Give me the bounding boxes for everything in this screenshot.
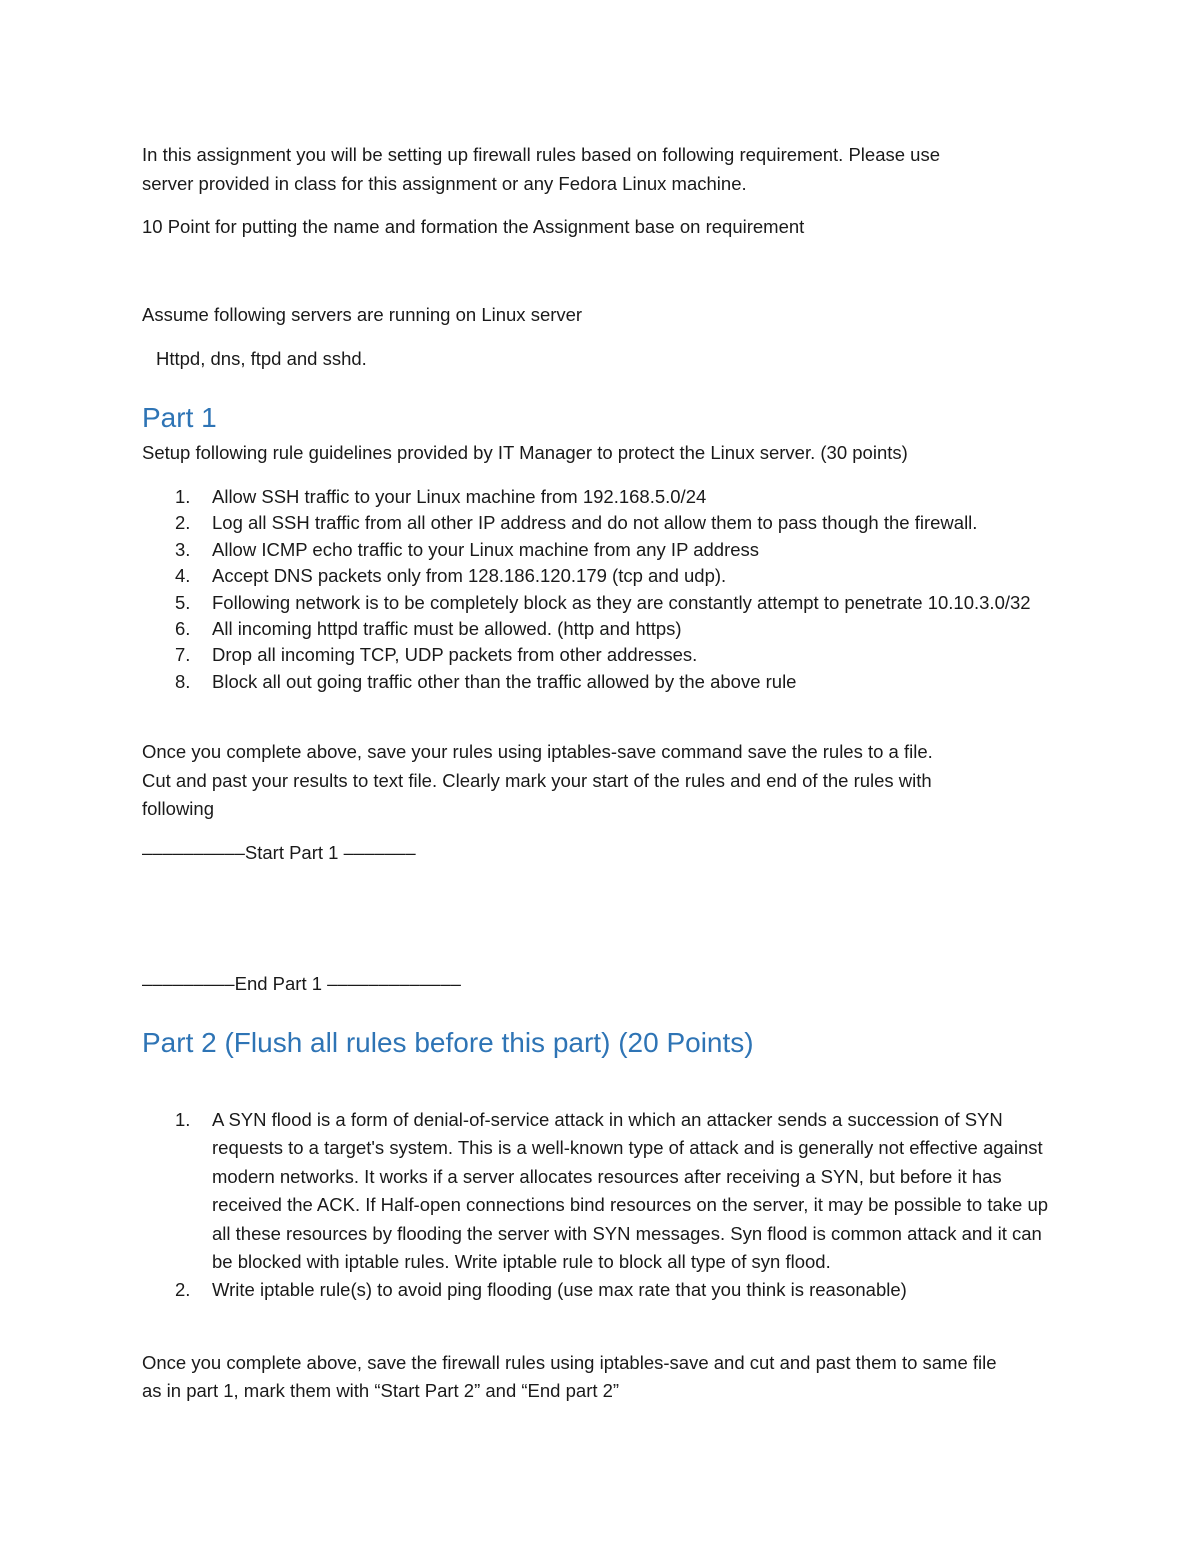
list-number: 4. (175, 565, 191, 587)
list-item (0, 1106, 1200, 1276)
list-number: 5. (175, 591, 191, 613)
part1-rule-list (0, 484, 1200, 695)
list-item-text: All incoming httpd traffic must be allowed. (http and https) (212, 618, 682, 640)
list-item-text: Allow SSH traffic to your Linux machine from 192.168.5.0/24 (212, 486, 707, 507)
end-part1-marker: –––––––––End Part 1 ––––––––––––– (142, 973, 461, 994)
part2-closing-line-1: Once you complete above, save the firewall rules using iptables-save and cut and past them to same file (142, 1352, 997, 1373)
list-item-text: Write iptable rule(s) to avoid ping flooding (use max rate that you think is reasonable) (212, 1279, 907, 1301)
list-number: 1. (175, 486, 191, 507)
list-item-text: Following network is to be completely block as they are constantly attempt to penetrate 10.10.3.0/32 (212, 591, 1031, 613)
list-number: 1. (175, 1109, 191, 1130)
part1-heading: Part 1 (142, 402, 217, 433)
list-item (0, 510, 1200, 536)
part1-save-instructions: Once you complete above, save your rules using iptables-save command save the rules to a file. (142, 741, 933, 762)
part2-heading: Part 2 (Flush all rules before this part) (20 Points) (142, 1027, 754, 1058)
assume-text: Assume following servers are running on Linux server (142, 304, 583, 325)
list-item-text: Accept DNS packets only from 128.186.120.179 (tcp and udp). (212, 565, 727, 587)
list-item (0, 669, 1200, 695)
part1-cut-paste-line-2: following (142, 798, 214, 819)
list-item (0, 590, 1200, 616)
points-note: 10 Point for putting the name and formation the Assignment base on requirement (142, 216, 805, 237)
list-number: 2. (175, 1279, 191, 1301)
list-item-text: Block all out going traffic other than the traffic allowed by the above rule (212, 670, 797, 692)
list-item (0, 563, 1200, 589)
list-number: 2. (175, 512, 191, 534)
intro-line-2: server provided in class for this assignment or any Fedora Linux machine. (142, 173, 747, 194)
list-item (0, 1276, 1200, 1304)
part1-cut-paste-line-1: Cut and past your results to text file. Clearly mark your start of the rules and end of the rules with (142, 770, 932, 791)
list-item-text: A SYN flood is a form of denial-of-service attack in which an attacker sends a succession of SYN requests to a target's system. This is a well-known type of attack and is generally not effective against modern networks. It works if a server allocates resources after receiving a SYN, but before it has received the ACK. If Half-open connections bind resources on the server, it may be possible to take up all these resources by flooding the server with SYN messages. Syn flood is common attack and it can be blocked with iptable rules. Write iptable rule to block all type of syn flood. (212, 1109, 1049, 1273)
list-number: 6. (175, 618, 191, 640)
list-item-text: Allow ICMP echo traffic to your Linux machine from any IP address (212, 538, 760, 560)
part2-rule-list (0, 1106, 1200, 1305)
part2-closing-line-2: as in part 1, mark them with “Start Part 2” and “End part 2” (142, 1380, 620, 1401)
list-number: 7. (175, 644, 191, 666)
list-item (0, 537, 1200, 563)
list-item (0, 616, 1200, 642)
list-item-text: Drop all incoming TCP, UDP packets from other addresses. (212, 644, 698, 666)
list-number: 8. (175, 670, 191, 692)
list-item (0, 642, 1200, 668)
list-item-text: Log all SSH traffic from all other IP address and do not allow them to pass though the firewall. (212, 512, 978, 534)
start-part1-marker: ––––––––––Start Part 1 ––––––– (142, 842, 416, 863)
list-item (0, 484, 1200, 510)
list-number: 3. (175, 538, 191, 560)
servers-list: Httpd, dns, ftpd and sshd. (156, 348, 367, 369)
intro-line-1: In this assignment you will be setting up firewall rules based on following requirement. Please use (142, 144, 940, 165)
part1-setup-text: Setup following rule guidelines provided by IT Manager to protect the Linux server. (30 points) (142, 442, 908, 463)
